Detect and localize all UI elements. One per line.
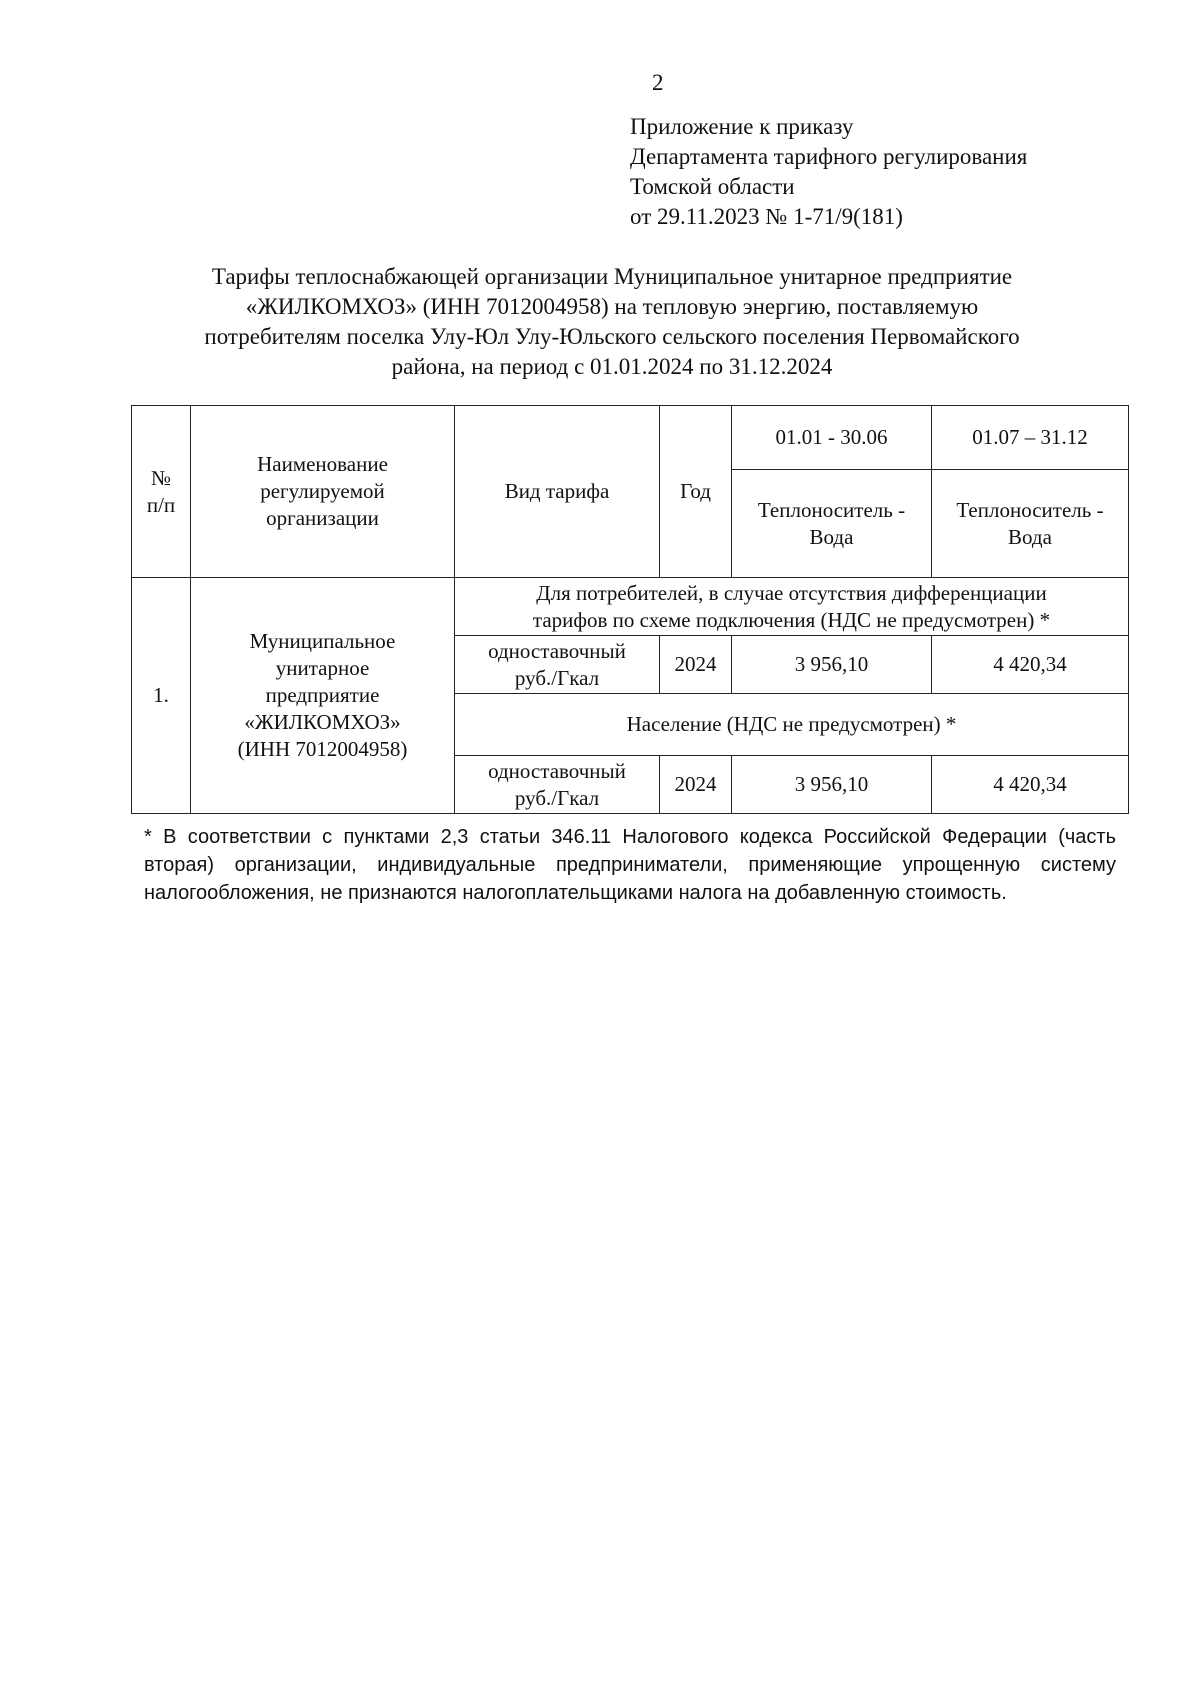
- appendix-header: [630, 112, 1027, 232]
- appendix-line: Томской области: [630, 174, 795, 199]
- section-label-line: тарифов по схеме подключения (НДС не предусмотрен) *: [532, 607, 1051, 632]
- tariff-type-line: одноставочный: [488, 638, 626, 663]
- footnote: * В соответствии с пунктами 2,3 статьи 346.11 Налогового кодекса Российской Федерации (часть вторая) организации, индивидуальные предприниматели, применяющие упрощенную систему налогообложения, не признаются налогоплательщиками налога на добавленную стоимость.: [144, 826, 1116, 904]
- value-period-1: 3 956,10: [732, 636, 932, 694]
- header-org-line: Наименование: [257, 452, 388, 476]
- header-org-line: регулируемой: [260, 479, 385, 503]
- tariff-type-line: одноставочный: [488, 758, 626, 783]
- header-carrier-2: [932, 470, 1129, 578]
- tariff-unit-line: руб./Гкал: [514, 785, 600, 810]
- tariff-type-cell: [455, 756, 660, 814]
- header-period-1: 01.01 - 30.06: [732, 406, 932, 470]
- year-cell: 2024: [660, 636, 732, 694]
- section-label-consumers: [455, 578, 1129, 636]
- org-line: унитарное: [275, 656, 370, 680]
- section-label-line: Для потребителей, в случае отсутствия дифференциации: [536, 580, 1047, 605]
- header-num: [132, 406, 191, 578]
- page-number: 2: [652, 70, 664, 95]
- header-row: [132, 406, 1129, 470]
- value-period-1: 3 956,10: [732, 756, 932, 814]
- document-title: [132, 262, 1092, 382]
- carrier-line: Вода: [809, 524, 854, 549]
- tariff-unit-line: руб./Гкал: [514, 665, 600, 690]
- org-line: (ИНН 7012004958): [237, 737, 408, 761]
- title-line: Тарифы теплоснабжающей организации Муниципальное унитарное предприятие: [211, 264, 1013, 289]
- title-line: района, на период с 01.01.2024 по 31.12.2024: [391, 354, 833, 379]
- header-organization: [191, 406, 455, 578]
- org-line: предприятие: [265, 683, 380, 707]
- tariff-table: [131, 405, 1129, 814]
- row-organization: [191, 578, 455, 814]
- tariff-type-cell: [455, 636, 660, 694]
- value-period-2: 4 420,34: [932, 636, 1129, 694]
- header-tariff-type: Вид тарифа: [455, 406, 660, 578]
- value-period-2: 4 420,34: [932, 756, 1129, 814]
- header-org-line: организации: [266, 506, 379, 530]
- header-carrier-1: [732, 470, 932, 578]
- carrier-line: Теплоноситель -: [956, 497, 1104, 522]
- appendix-order-date: от 29.11.2023 № 1-71/9(181): [630, 204, 903, 229]
- header-year: Год: [660, 406, 732, 578]
- section-label-population: Население (НДС не предусмотрен) *: [455, 694, 1129, 756]
- carrier-line: Вода: [1008, 524, 1052, 549]
- table-row: [132, 578, 1129, 636]
- header-num-line: п/п: [146, 492, 176, 517]
- org-line: Муниципальное: [249, 629, 396, 653]
- header-period-2: 01.07 – 31.12: [932, 406, 1129, 470]
- appendix-line: Департамента тарифного регулирования: [630, 144, 1028, 169]
- appendix-line: Приложение к приказу: [630, 114, 854, 139]
- year-cell: 2024: [660, 756, 732, 814]
- title-line: «ЖИЛКОМХОЗ» (ИНН 7012004958) на тепловую энергию, поставляемую: [245, 294, 979, 319]
- row-num: 1.: [132, 578, 191, 814]
- org-line: «ЖИЛКОМХОЗ»: [244, 710, 401, 734]
- title-line: потребителям поселка Улу-Юл Улу-Юльского сельского поселения Первомайского: [204, 324, 1020, 349]
- carrier-line: Теплоноситель -: [757, 497, 906, 522]
- header-num-line: №: [150, 465, 172, 490]
